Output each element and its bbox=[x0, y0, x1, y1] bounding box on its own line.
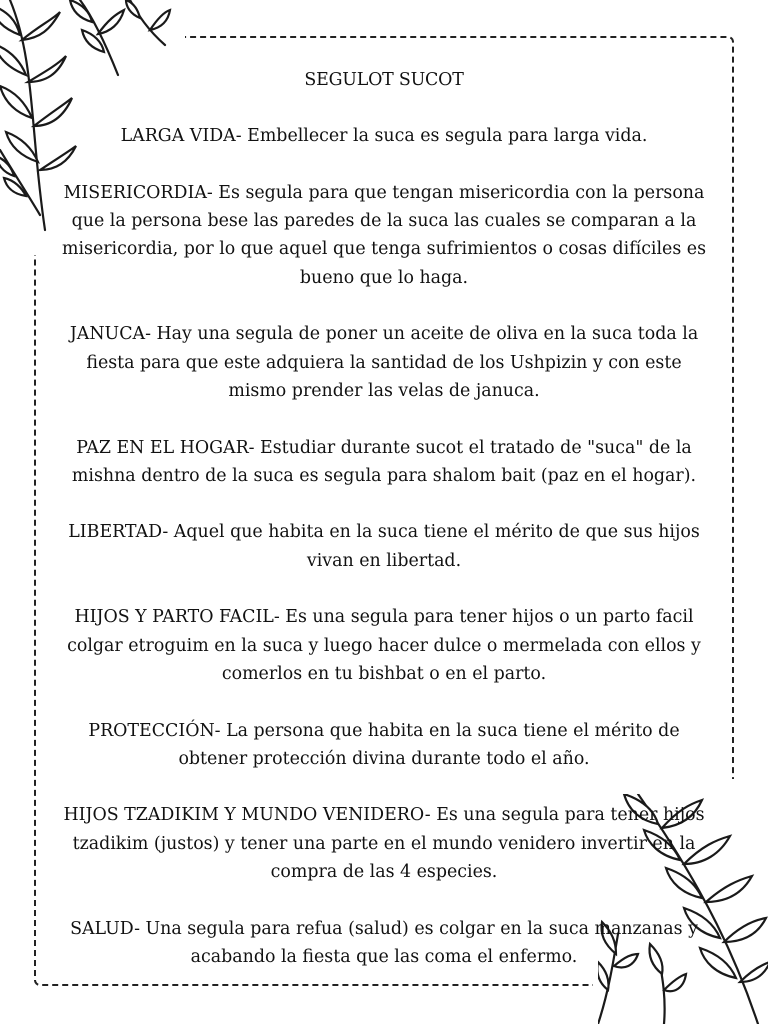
segula-paragraph: HIJOS Y PARTO FACIL- Es una segula para tener hijos o un parto facil colgar etroguim en la suca y luego hacer dulce o mermelada con ellos y comerlos en tu bishbat o en el parto. bbox=[67, 607, 701, 684]
document-body bbox=[56, 66, 712, 971]
document-title: SEGULOT SUCOT bbox=[304, 70, 464, 90]
segula-paragraph: SALUD- Una segula para refua (salud) es colgar en la suca manzanas y acabando la fiesta que las coma el enfermo. bbox=[70, 918, 698, 967]
segula-paragraph: PAZ EN EL HOGAR- Estudiar durante sucot el tratado de "suca" de la mishna dentro de la suca es segula para shalom bait (paz en el hogar). bbox=[71, 437, 697, 486]
segula-paragraph: LIBERTAD- Aquel que habita en la suca tiene el mérito de que sus hijos vivan en libertad. bbox=[68, 522, 700, 571]
segula-paragraph: JANUCA- Hay una segula de poner un aceite de oliva en la suca toda la fiesta para que este adquiera la santidad de los Ushpizin y con este mismo prender las velas de januca. bbox=[69, 324, 699, 401]
segula-paragraph: MISERICORDIA- Es segula para que tengan misericordia con la persona que la persona bese las paredes de la suca las cuales se comparan a la misericordia, por lo que aquel que tenga sufrimientos o cosas difíciles es bueno que lo haga. bbox=[61, 182, 707, 288]
segula-paragraph: LARGA VIDA- Embellecer la suca es segula para larga vida. bbox=[120, 126, 648, 147]
segula-paragraph: HIJOS TZADIKIM Y MUNDO VENIDERO- Es una segula para tener hijos tzadikim (justos) y tener una parte en el mundo venidero invertir en la compra de las 4 especies. bbox=[63, 805, 705, 883]
segula-paragraph: PROTECCIÓN- La persona que habita en la suca tiene el mérito de obtener protección divina durante todo el año. bbox=[88, 720, 680, 769]
